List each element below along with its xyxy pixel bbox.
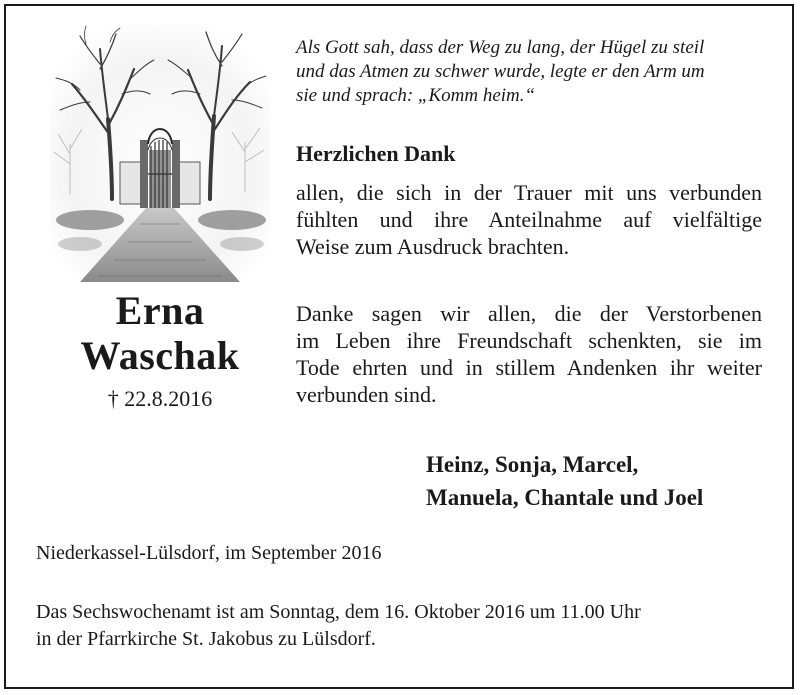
place-and-date: Niederkassel-Lülsdorf, im September 2016 bbox=[36, 542, 382, 564]
death-date: † 22.8.2016 bbox=[107, 386, 213, 411]
cemetery-gate-illustration bbox=[50, 24, 270, 282]
family-signatures bbox=[426, 448, 703, 514]
signature-line: Heinz, Sonja, Marcel, bbox=[426, 452, 639, 477]
quote-line: Als Gott sah, dass der Weg zu lang, der Hügel zu steil bbox=[296, 37, 705, 58]
paragraph-line: Weise zum Ausdruck brachten. bbox=[296, 234, 570, 259]
paragraph-line: fühlten und ihre Anteilnahme auf vielfältige bbox=[296, 207, 762, 232]
quote-line: sie und sprach: „Komm heim.“ bbox=[296, 85, 536, 106]
deceased-first-name: Erna bbox=[115, 288, 205, 333]
memorial-line: Das Sechswochenamt ist am Sonntag, dem 16. Oktober 2016 um 11.00 Uhr bbox=[36, 601, 641, 623]
paragraph-line: verbunden sind. bbox=[296, 382, 437, 407]
signature-line: Manuela, Chantale und Joel bbox=[426, 485, 704, 510]
paragraph-line: allen, die sich in der Trauer mit uns verbunden bbox=[296, 180, 762, 205]
deceased-last-name: Waschak bbox=[80, 333, 240, 378]
paragraph-line: im Leben ihre Freundschaft schenkten, sie im bbox=[296, 328, 762, 353]
memorial-line: in der Pfarrkirche St. Jakobus zu Lülsdorf. bbox=[36, 628, 376, 650]
thanks-paragraph bbox=[296, 179, 762, 260]
quote-line: und das Atmen zu schwer wurde, legte er den Arm um bbox=[296, 61, 705, 82]
paragraph-line: Danke sagen wir allen, die der Verstorbenen bbox=[296, 301, 762, 326]
gratitude-paragraph bbox=[296, 300, 762, 408]
thanks-heading: Herzlichen Dank bbox=[296, 141, 456, 166]
memorial-service-info bbox=[36, 599, 641, 653]
paragraph-line: Tode ehrten und in stillem Andenken ihr weiter bbox=[296, 355, 762, 380]
quote-block bbox=[296, 36, 770, 108]
